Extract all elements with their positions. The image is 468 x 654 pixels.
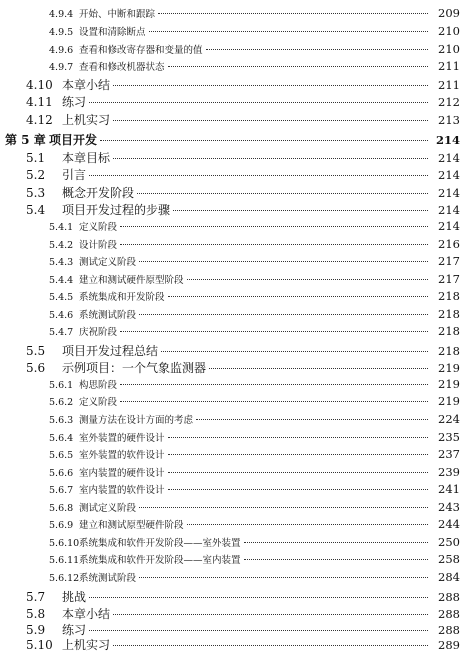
toc-entry-number: 5.6.6 xyxy=(49,468,74,479)
toc-entry-page-number: 219 xyxy=(438,361,460,375)
dot-leader xyxy=(120,331,428,332)
toc-entry-number: 5.8 xyxy=(26,607,46,621)
toc-entry-title: 练习 xyxy=(62,623,87,637)
toc-entry-number: 5.2 xyxy=(26,168,46,182)
dot-leader xyxy=(168,472,428,473)
toc-entry-number: 4.9.7 xyxy=(49,62,74,73)
dot-leader xyxy=(168,296,428,297)
toc-entry-number: 4.9.5 xyxy=(49,27,74,38)
toc-entry-title: 定义阶段 xyxy=(79,222,118,233)
toc-entry-page-number: 250 xyxy=(438,535,460,549)
toc-entry-number: 5.9 xyxy=(26,623,46,637)
toc-entry-title: 本章小结 xyxy=(62,78,111,92)
toc-entry-number: 5.10 xyxy=(26,638,53,652)
toc-entry-title: 项目开发 xyxy=(49,133,98,147)
toc-entry-title: 建立和测试硬件原型阶段 xyxy=(79,275,184,286)
toc-entry-page-number: 214 xyxy=(438,151,460,165)
toc-entry-number: 4.10 xyxy=(26,78,53,92)
dot-leader xyxy=(196,419,428,420)
toc-entry-title: 室内装置的硬件设计 xyxy=(79,468,165,479)
toc-entry-title: 项目开发过程总结 xyxy=(62,344,159,358)
toc-entry-number: 5.6.8 xyxy=(49,503,74,514)
dot-leader xyxy=(139,261,428,262)
toc-entry xyxy=(0,59,468,77)
toc-entry-page-number: 212 xyxy=(438,95,460,109)
dot-leader xyxy=(209,368,428,369)
toc-entry xyxy=(0,254,468,272)
toc-entry-number: 5.6.7 xyxy=(49,485,74,496)
toc-entry-number: 5.4.5 xyxy=(49,292,74,303)
toc-entry xyxy=(0,482,468,500)
toc-entry-number: 5.6.5 xyxy=(49,450,74,461)
toc-entry-title: 项目开发过程的步骤 xyxy=(62,203,171,217)
toc-entry-page-number: 219 xyxy=(438,394,460,408)
toc-entry-number: 4.9.6 xyxy=(49,45,74,56)
toc-entry-page-number: 216 xyxy=(438,237,460,251)
toc-entry-page-number: 218 xyxy=(438,344,460,358)
toc-entry-number: 5.6.3 xyxy=(49,415,74,426)
toc-entry-number: 5.6.2 xyxy=(49,397,74,408)
toc-entry-title: 构思阶段 xyxy=(79,380,118,391)
toc-entry-title: 设计阶段 xyxy=(79,240,118,251)
toc-entry-page-number: 289 xyxy=(438,638,460,652)
toc-entry-title: 室内装置的软件设计 xyxy=(79,485,165,496)
toc-entry-number: 5.4.6 xyxy=(49,310,74,321)
toc-entry-title: 开始、中断和跟踪 xyxy=(79,9,156,20)
toc-entry-page-number: 218 xyxy=(438,324,460,338)
toc-entry-title: 本章目标 xyxy=(62,151,111,165)
dot-leader xyxy=(89,102,428,103)
toc-entry xyxy=(0,42,468,60)
dot-leader xyxy=(244,559,428,560)
toc-entry-title: 系统集成和开发阶段 xyxy=(79,292,165,303)
toc-entry xyxy=(0,394,468,412)
toc-entry-page-number: 224 xyxy=(438,412,460,426)
toc-entry-page-number: 219 xyxy=(438,377,460,391)
toc-entry-title: 上机实习 xyxy=(62,638,111,652)
toc-entry-page-number: 258 xyxy=(438,552,460,566)
dot-leader xyxy=(120,226,428,227)
toc-entry-page-number: 211 xyxy=(438,78,460,92)
toc-entry xyxy=(0,184,468,202)
toc-entry-number: 5.4.4 xyxy=(49,275,74,286)
toc-entry-title: 测量方法在设计方面的考虑 xyxy=(79,415,194,426)
toc-entry-title: 系统测试阶段 xyxy=(79,573,137,584)
toc-entry xyxy=(0,166,468,184)
toc-entry-title: 测试定义阶段 xyxy=(79,257,137,268)
toc-entry xyxy=(0,535,468,553)
toc-entry-number: 4.9.4 xyxy=(49,9,74,20)
dot-leader xyxy=(120,244,428,245)
dot-leader xyxy=(139,577,428,578)
toc-entry-number: 5.6.9 xyxy=(49,520,74,531)
dot-leader xyxy=(168,489,428,490)
toc-entry-number: 5.4.3 xyxy=(49,257,74,268)
toc-entry xyxy=(0,412,468,430)
toc-entry xyxy=(0,111,468,129)
toc-entry-page-number: 284 xyxy=(438,570,460,584)
toc-entry xyxy=(0,307,468,325)
toc-entry-number: 5.3 xyxy=(26,186,46,200)
toc-entry-page-number: 218 xyxy=(438,307,460,321)
toc-entry-page-number: 237 xyxy=(438,447,460,461)
dot-leader xyxy=(206,49,428,50)
toc-entry-title: 查看和修改机器状态 xyxy=(79,62,165,73)
toc-entry xyxy=(0,430,468,448)
toc-entry xyxy=(0,289,468,307)
dot-leader xyxy=(149,31,428,32)
toc-entry xyxy=(0,76,468,94)
toc-entry xyxy=(0,517,468,535)
toc-entry-title: 定义阶段 xyxy=(79,397,118,408)
toc-entry xyxy=(0,219,468,237)
dot-leader xyxy=(161,351,428,352)
dot-leader xyxy=(113,614,428,615)
toc-entry-title: 练习 xyxy=(62,95,87,109)
toc-entry xyxy=(0,201,468,219)
toc-entry xyxy=(0,131,468,149)
toc-entry-page-number: 214 xyxy=(435,133,460,147)
dot-leader xyxy=(113,158,428,159)
toc-entry xyxy=(0,636,468,654)
toc-entry-number: 5.4.1 xyxy=(49,222,74,233)
dot-leader xyxy=(244,542,428,543)
toc-entry xyxy=(0,377,468,395)
toc-entry-number: 5.1 xyxy=(26,151,46,165)
toc-entry-title: 室外装置的软件设计 xyxy=(79,450,165,461)
dot-leader xyxy=(113,85,428,86)
toc-entry-number: 5.7 xyxy=(26,590,46,604)
toc-entry-page-number: 235 xyxy=(438,430,460,444)
toc-entry-number: 5.6.10 xyxy=(49,538,80,549)
toc-entry-title: 本章小结 xyxy=(62,607,111,621)
dot-leader xyxy=(120,384,428,385)
dot-leader xyxy=(187,279,428,280)
toc-entry-page-number: 217 xyxy=(438,254,460,268)
dot-leader xyxy=(113,645,428,646)
toc-entry-page-number: 241 xyxy=(438,482,460,496)
dot-leader xyxy=(187,524,428,525)
toc-entry xyxy=(0,500,468,518)
dot-leader xyxy=(137,193,428,194)
toc-entry xyxy=(0,272,468,290)
dot-leader xyxy=(89,175,428,176)
toc-entry-title: 建立和测试原型硬件阶段 xyxy=(79,520,184,531)
toc-entry-number: 第 5 章 xyxy=(5,133,46,147)
toc-entry-page-number: 214 xyxy=(438,219,460,233)
toc-entry xyxy=(0,93,468,111)
toc-entry-number: 5.4 xyxy=(26,203,46,217)
toc-entry xyxy=(0,552,468,570)
toc-entry xyxy=(0,149,468,167)
toc-entry xyxy=(0,570,468,588)
toc-entry-number: 4.11 xyxy=(26,95,53,109)
toc-entry-page-number: 288 xyxy=(438,590,460,604)
dot-leader xyxy=(120,401,428,402)
toc-entry xyxy=(0,6,468,24)
toc-entry-page-number: 288 xyxy=(438,607,460,621)
dot-leader xyxy=(168,454,428,455)
toc-entry-number: 5.6.12 xyxy=(49,573,80,584)
toc-entry-title: 设置和清除断点 xyxy=(79,27,146,38)
toc-entry xyxy=(0,237,468,255)
toc-entry-title: 上机实习 xyxy=(62,113,111,127)
dot-leader xyxy=(168,437,428,438)
toc-entry-page-number: 214 xyxy=(438,203,460,217)
toc-entry-number: 5.6 xyxy=(26,361,46,375)
toc-entry xyxy=(0,24,468,42)
toc-entry-number: 5.4.7 xyxy=(49,327,74,338)
toc-entry-page-number: 213 xyxy=(438,113,460,127)
toc-entry-page-number: 214 xyxy=(438,168,460,182)
toc-entry-number: 5.6.4 xyxy=(49,433,74,444)
toc-entry xyxy=(0,342,468,360)
toc-entry-number: 5.5 xyxy=(26,344,46,358)
toc-entry-page-number: 239 xyxy=(438,465,460,479)
toc-entry-title: 示例项目：一个气象监测器 xyxy=(62,361,207,375)
toc-entry-number: 5.6.1 xyxy=(49,380,74,391)
dot-leader xyxy=(139,507,428,508)
toc-entry-title: 系统集成和软件开发阶段——室内装置 xyxy=(79,555,241,566)
toc-entry-page-number: 217 xyxy=(438,272,460,286)
toc-entry-page-number: 210 xyxy=(438,42,460,56)
toc-entry xyxy=(0,359,468,377)
toc-entry-page-number: 211 xyxy=(438,59,460,73)
dot-leader xyxy=(89,630,428,631)
toc-entry-number: 5.6.11 xyxy=(49,555,80,566)
toc-entry-page-number: 214 xyxy=(438,186,460,200)
toc-entry-page-number: 288 xyxy=(438,623,460,637)
toc-entry xyxy=(0,324,468,342)
toc-entry xyxy=(0,447,468,465)
toc-entry-page-number: 209 xyxy=(438,6,460,20)
toc-entry-number: 5.4.2 xyxy=(49,240,74,251)
toc-entry-title: 庆祝阶段 xyxy=(79,327,118,338)
toc-entry xyxy=(0,465,468,483)
toc-entry-title: 概念开发阶段 xyxy=(62,186,135,200)
toc-entry xyxy=(0,588,468,606)
dot-leader xyxy=(173,210,428,211)
toc-entry-number: 4.12 xyxy=(26,113,53,127)
toc-entry-title: 系统集成和软件开发阶段——室外装置 xyxy=(79,538,241,549)
toc-entry-title: 测试定义阶段 xyxy=(79,503,137,514)
toc-entry-title: 查看和修改寄存器和变量的值 xyxy=(79,45,203,56)
toc-entry-title: 挑战 xyxy=(62,590,87,604)
dot-leader xyxy=(89,597,428,598)
dot-leader xyxy=(158,13,428,14)
dot-leader xyxy=(139,314,428,315)
toc-entry-page-number: 218 xyxy=(438,289,460,303)
dot-leader xyxy=(100,140,428,141)
toc-entry-page-number: 244 xyxy=(438,517,460,531)
toc-entry-page-number: 210 xyxy=(438,24,460,38)
toc-entry-page-number: 243 xyxy=(438,500,460,514)
toc-entry-title: 引言 xyxy=(62,168,87,182)
dot-leader xyxy=(168,66,428,67)
dot-leader xyxy=(113,120,428,121)
toc-entry-title: 室外装置的硬件设计 xyxy=(79,433,165,444)
toc-entry-title: 系统测试阶段 xyxy=(79,310,137,321)
